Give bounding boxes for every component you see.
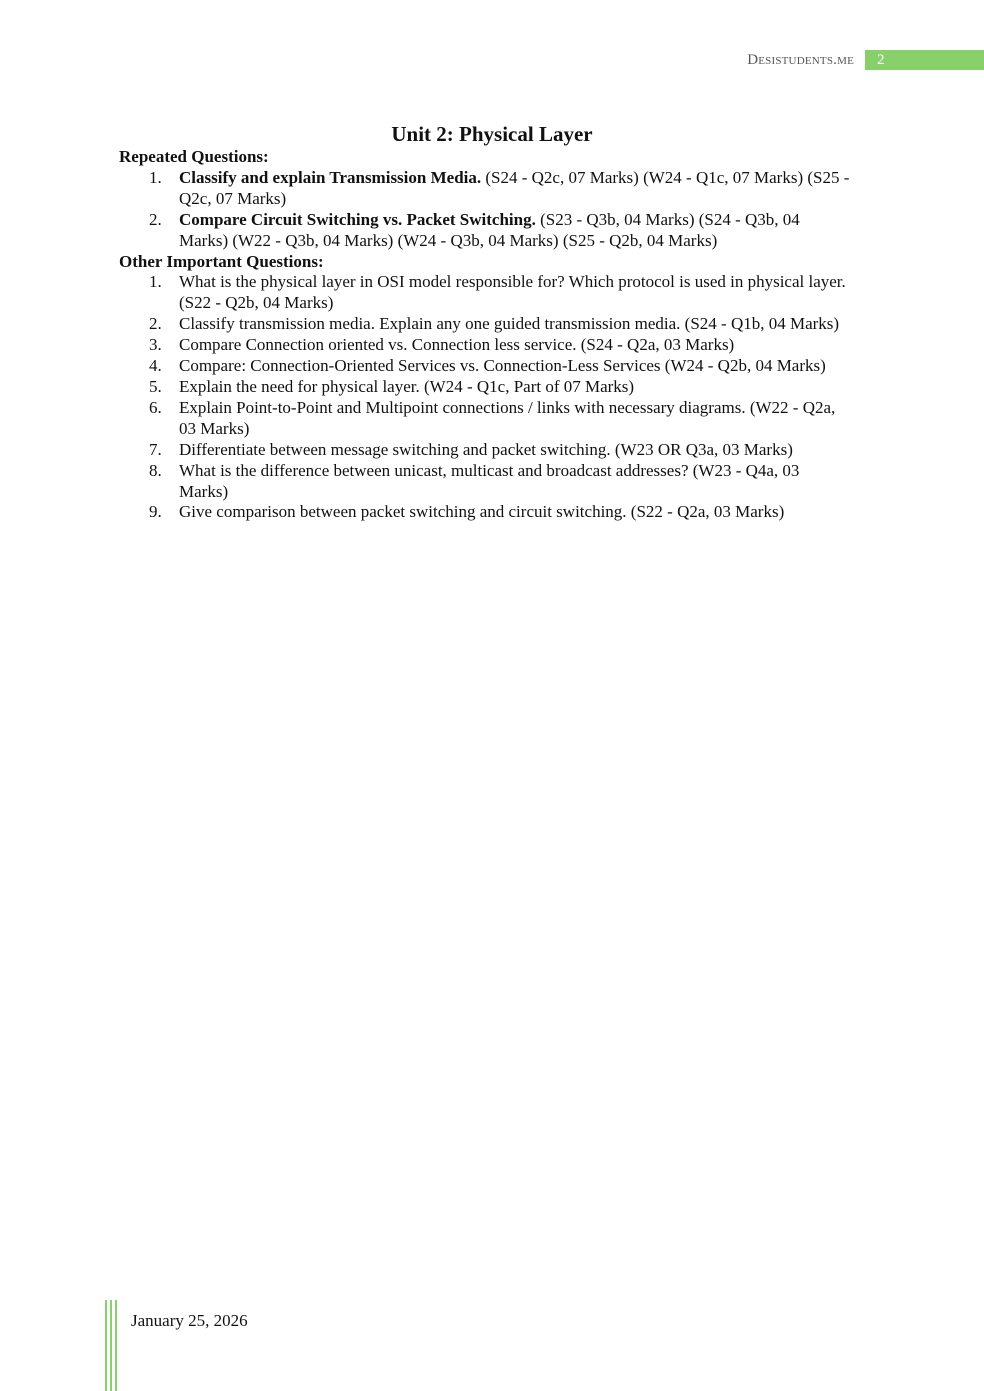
other-questions-list (119, 272, 859, 523)
item-bold-text: Classify and explain Transmission Media. (179, 167, 482, 187)
list-item (119, 356, 850, 377)
item-text: Explain Point-to-Point and Multipoint connections / links with necessary diagrams. (W22 - Q2a, 03 Marks) (179, 397, 836, 438)
item-text: What is the difference between unicast, multicast and broadcast addresses? (W23 - Q4a, 03 Marks) (179, 460, 800, 501)
list-item (119, 210, 850, 252)
item-number: 1. (149, 272, 162, 292)
item-number: 6. (149, 397, 162, 417)
footer-date: January 25, 2026 (131, 1311, 248, 1330)
list-item (119, 335, 850, 356)
item-number: 2. (149, 209, 162, 229)
footer-decorative-line (115, 1300, 117, 1391)
list-item (119, 272, 850, 314)
page-title: Unit 2: Physical Layer (391, 122, 593, 146)
document-body (119, 147, 859, 523)
item-text: Classify transmission media. Explain any one guided transmission media. (S24 - Q1b, 04 Marks) (179, 314, 840, 334)
item-text: Give comparison between packet switching and circuit switching. (S22 - Q2a, 03 Marks) (179, 502, 785, 522)
repeated-questions-heading: Repeated Questions: (119, 147, 269, 166)
list-item (119, 398, 850, 440)
item-number: 7. (149, 439, 162, 459)
repeated-questions-list (119, 168, 859, 252)
footer-decorative-line (105, 1300, 107, 1391)
list-item (119, 377, 850, 398)
other-questions-heading: Other Important Questions: (119, 251, 324, 271)
list-item (119, 502, 850, 523)
item-number: 8. (149, 460, 162, 480)
item-bold-text: Compare Circuit Switching vs. Packet Switching. (179, 209, 536, 229)
item-text: Compare Connection oriented vs. Connection less service. (S24 - Q2a, 03 Marks) (179, 335, 735, 355)
item-text: Explain the need for physical layer. (W24 - Q1c, Part of 07 Marks) (179, 376, 635, 396)
item-number: 4. (149, 356, 162, 376)
item-text: (S23 - Q3b, 04 Marks) (S24 - Q3b, 04 Marks) (W22 - Q3b, 04 Marks) (W24 - Q3b, 04 Marks) (S25 - Q2b, 04 Marks) (179, 209, 800, 250)
header-site-name: Desistudents.me (747, 52, 854, 68)
list-item (119, 314, 850, 335)
item-number: 3. (149, 335, 162, 355)
item-text: Differentiate between message switching and packet switching. (W23 OR Q3a, 03 Marks) (179, 439, 793, 459)
header-page-bar (865, 50, 984, 70)
list-item (119, 168, 850, 210)
item-number: 1. (149, 167, 162, 187)
item-text: What is the physical layer in OSI model responsible for? Which protocol is used in physical layer. (S22 - Q2b, 04 Marks) (179, 272, 846, 313)
item-text: (S24 - Q2c, 07 Marks) (W24 - Q1c, 07 Marks) (S25 - Q2c, 07 Marks) (179, 167, 850, 208)
list-item (119, 461, 850, 503)
item-number: 2. (149, 314, 162, 334)
page-number: 2 (877, 52, 885, 68)
list-item (119, 440, 850, 461)
item-number: 5. (149, 376, 162, 396)
item-number: 9. (149, 502, 162, 522)
footer-decorative-line (110, 1300, 112, 1391)
item-text: Compare: Connection-Oriented Services vs. Connection-Less Services (W24 - Q2b, 04 Marks) (179, 356, 826, 376)
